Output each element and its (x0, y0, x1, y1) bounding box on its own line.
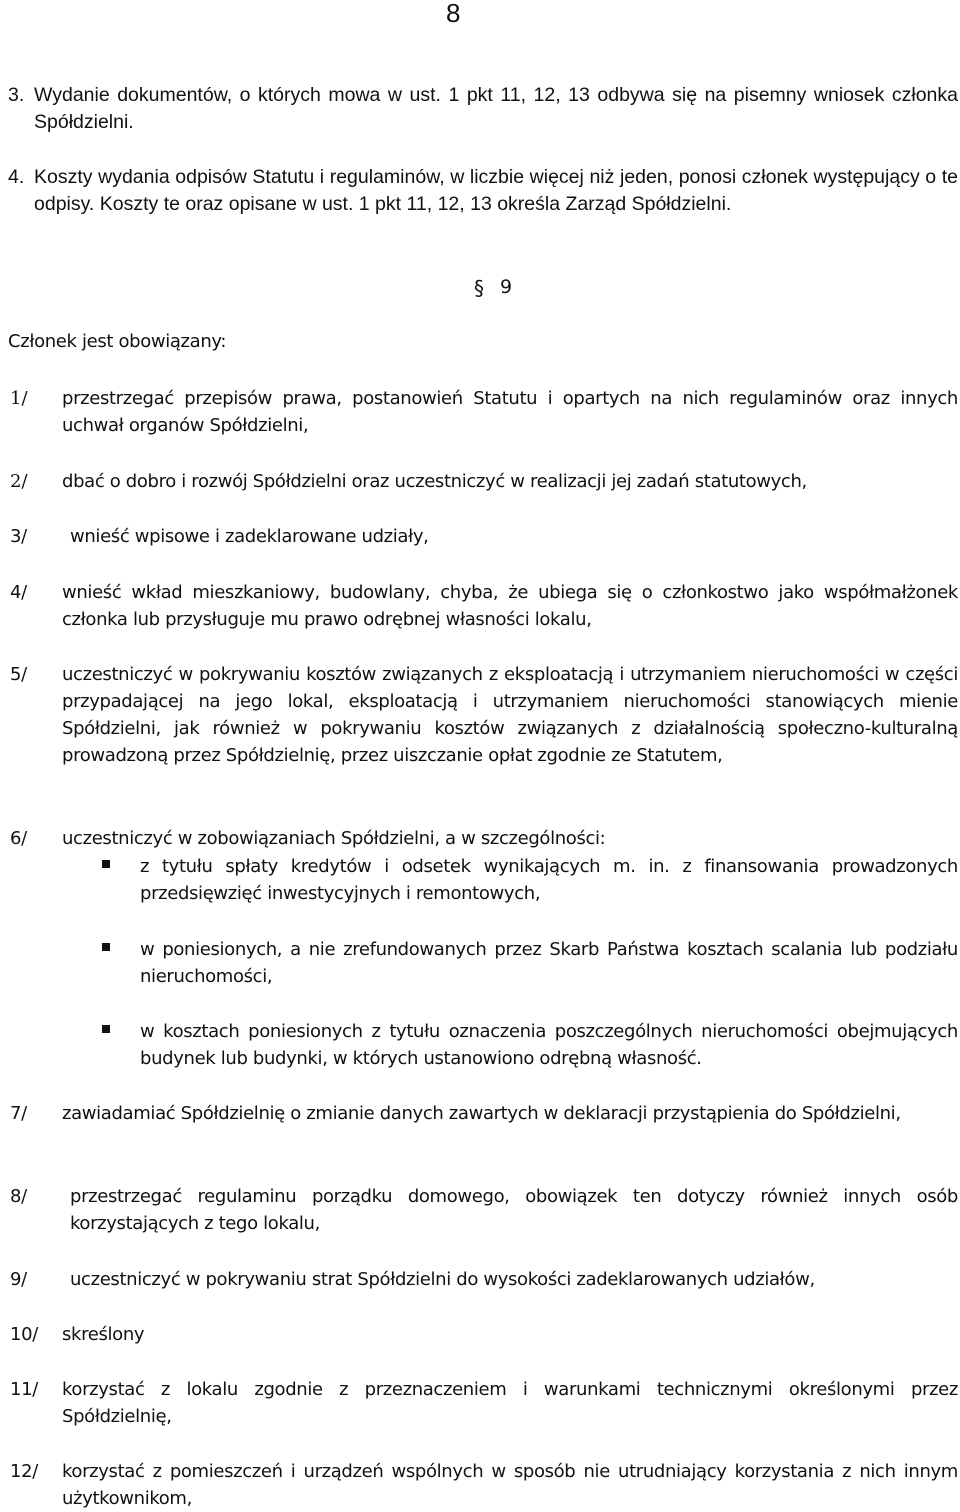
item-6-text: uczestniczyć w zobowiązaniach Spółdzielni, a w szczególności: (62, 828, 606, 849)
item-6-subitem: w kosztach poniesionych z tytułu oznaczenia poszczególnych nieruchomości obejmujących budynek lub budynki, w których ustanowiono odrębną własność. (140, 1021, 958, 1069)
item-7-text: zawiadamiać Spółdzielnię o zmianie danych zawartych w deklaracji przystąpienia do Spółdzielni, (62, 1103, 901, 1124)
item-5-number: 5/ (10, 664, 27, 685)
item-10-number: 10/ (10, 1324, 38, 1345)
item-12-number: 12/ (10, 1461, 38, 1482)
item-4-number: 4/ (10, 582, 27, 603)
item-3-text: wnieść wpisowe i zadeklarowane udziały, (70, 526, 429, 547)
paragraph-number: 9 (500, 276, 513, 298)
item-12-text: korzystać z pomieszczeń i urządzeń wspólnych w sposób nie utrudniający korzystania z nich innym użytkownikom, (62, 1461, 958, 1509)
item-11-number: 11/ (10, 1379, 38, 1400)
item-2-text: dbać o dobro i rozwój Spółdzielni oraz uczestniczyć w realizacji jej zadań statutowych, (62, 471, 807, 492)
item-1-text: przestrzegać przepisów prawa, postanowień Statutu i opartych na nich regulaminów oraz innych uchwał organów Spółdzielni, (62, 388, 958, 436)
square-bullet-icon (102, 860, 110, 868)
paragraph-sign: § (474, 276, 484, 300)
square-bullet-icon (102, 943, 110, 951)
item-6-number: 6/ (10, 828, 27, 849)
item-4-text: wnieść wkład mieszkaniowy, budowlany, chyba, że ubiega się o członkostwo jako współmałżonek członka lub przysługuje mu prawo odrębnej własności lokalu, (62, 582, 958, 630)
item-6-subitem: w poniesionych, a nie zrefundowanych przez Skarb Państwa kosztach scalania lub podziału nieruchomości, (140, 939, 958, 987)
item-6-subitem: z tytułu spłaty kredytów i odsetek wynikających m. in. z finansowania prowadzonych przedsięwzięć inwestycyjnych i remontowych, (140, 856, 958, 904)
item-8-text: przestrzegać regulaminu porządku domowego, obowiązek ten dotyczy również innych osób korzystających z tego lokalu, (70, 1186, 958, 1234)
item-7-number: 7/ (10, 1103, 27, 1124)
square-bullet-icon (102, 1025, 110, 1033)
item-4-text: Koszty wydania odpisów Statutu i regulaminów, w liczbie więcej niż jeden, ponosi członek występujący o te odpisy. Koszty te oraz opisane w ust. 1 pkt 11, 12, 13 określa Zarząd Spółdzielni. (34, 166, 958, 215)
item-9-text: uczestniczyć w pokrywaniu strat Spółdzielni do wysokości zadeklarowanych udziałów, (70, 1269, 815, 1290)
item-5-text: uczestniczyć w pokrywaniu kosztów związanych z eksploatacją i utrzymaniem nieruchomości w części przypadającej na jego lokal, eksploatacją i utrzymaniem nieruchomości stanowiących mienie Spółdzielni, jak również w pokrywaniu kosztów związanych z działalnością społeczno-kulturalną prowadzoną przez Spółdzielnię, przez uiszczanie opłat zgodnie ze Statutem, (62, 664, 958, 766)
section-intro: Członek jest obowiązany: (8, 331, 227, 352)
item-8-number: 8/ (10, 1186, 27, 1207)
item-1-number: 1/ (10, 388, 28, 409)
item-4-number: 4. (8, 166, 25, 188)
item-3-text: Wydanie dokumentów, o których mowa w ust. 1 pkt 11, 12, 13 odbywa się na pisemny wniosek członka Spółdzielni. (34, 84, 958, 133)
item-3-number: 3/ (10, 526, 27, 547)
item-10-text: skreślony (62, 1324, 145, 1345)
item-3-number: 3. (8, 84, 25, 106)
item-11-text: korzystać z lokalu zgodnie z przeznaczeniem i warunkami technicznymi określonymi przez Spółdzielnię, (62, 1379, 958, 1427)
page-number: 8 (446, 0, 461, 28)
item-9-number: 9/ (10, 1269, 27, 1290)
item-2-number: 2/ (10, 471, 28, 492)
